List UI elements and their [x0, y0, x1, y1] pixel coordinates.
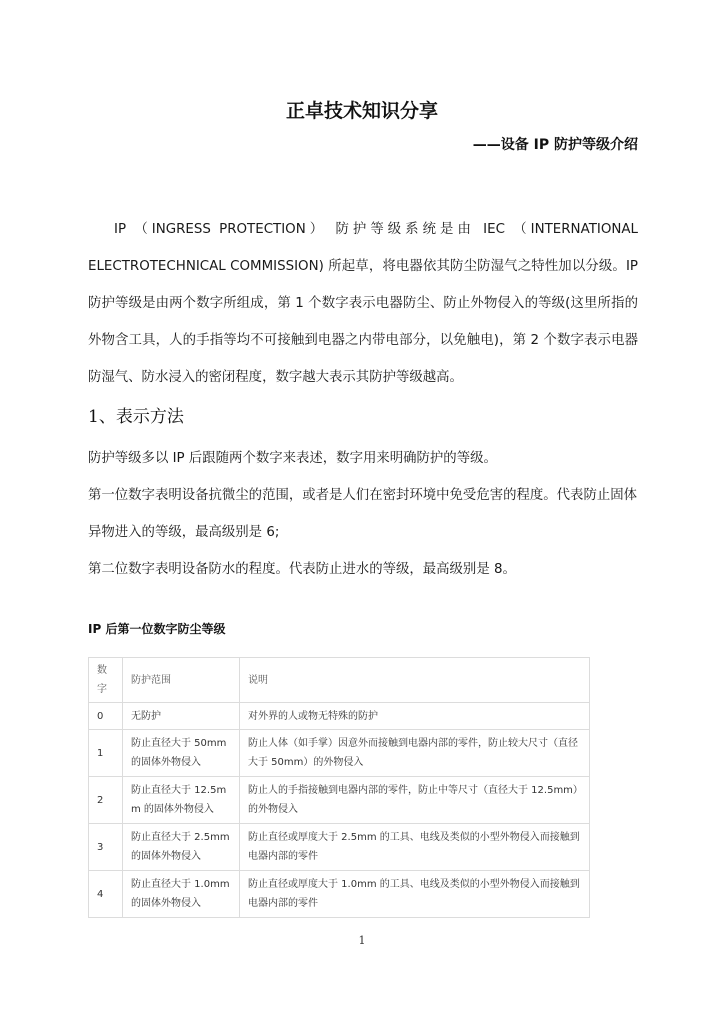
level-number: 0	[89, 703, 123, 730]
document-subtitle: ——设备 IP 防护等级介绍	[472, 137, 638, 153]
table-row	[89, 777, 590, 824]
page-number: 1	[358, 934, 366, 947]
description: 对外界的人或物无特殊的防护	[240, 703, 590, 730]
table-row	[89, 824, 590, 871]
section-line: 防护等级多以 IP 后跟随两个数字来表述，数字用来明确防护的等级。	[88, 451, 497, 466]
table-row	[89, 703, 590, 730]
description: 防止人体（如手掌）因意外而接触到电器内部的零件，防止较大尺寸（直径大于 50mm）的外物侵入	[240, 730, 590, 777]
protection-range: 防止直径大于 50mm 的固体外物侵入	[123, 730, 240, 777]
protection-range: 防止直径大于 1.0mm 的固体外物侵入	[123, 871, 240, 918]
section-line: 第二位数字表明设备防水的程度。代表防止进水的等级，最高级别是 8。	[88, 562, 516, 577]
table-caption: IP 后第一位数字防尘等级	[88, 622, 226, 636]
table-header-row	[89, 658, 590, 703]
section-body	[88, 440, 638, 588]
ip-dust-table	[88, 657, 590, 918]
document-title: 正卓技术知识分享	[285, 100, 438, 122]
description: 防止直径或厚度大于 2.5mm 的工具、电线及类似的小型外物侵入而接触到电器内部的零件	[240, 824, 590, 871]
intro-paragraph: IP （INGRESS PROTECTION） 防护等级系统是由 IEC （INTERNATIONAL ELECTROTECHNICAL COMMISSION) 所起草，将电器依其防尘防湿气之特性加以分级。IP 防护等级是由两个数字所组成，第 1 个数字表示电器防尘、防止外物侵入的等级(这里所指的外物含工具，人的手指等均不可接触到电器之内带电部分，以免触电)，第 2 个数字表示电器防湿气、防水浸入的密闭程度，数字越大表示其防护等级越高。	[88, 222, 638, 385]
section-line: 第一位数字表明设备抗微尘的范围，或者是人们在密封环境中免受危害的程度。代表防止固体异物进入的等级，最高级别是 6;	[88, 488, 638, 540]
table-row	[89, 730, 590, 777]
level-number: 1	[89, 730, 123, 777]
section-heading: 1、表示方法	[88, 407, 184, 427]
table-row	[89, 871, 590, 918]
level-number: 2	[89, 777, 123, 824]
level-number: 3	[89, 824, 123, 871]
description: 防止直径或厚度大于 1.0mm 的工具、电线及类似的小型外物侵入而接触到电器内部的零件	[240, 871, 590, 918]
protection-range: 防止直径大于 2.5mm 的固体外物侵入	[123, 824, 240, 871]
table-header-cell: 防护范围	[123, 658, 240, 703]
description: 防止人的手指接触到电器内部的零件，防止中等尺寸（直径大于 12.5mm）的外物侵入	[240, 777, 590, 824]
protection-range: 无防护	[123, 703, 240, 730]
table-header-cell: 说明	[240, 658, 590, 703]
level-number: 4	[89, 871, 123, 918]
table-header-cell: 数字	[89, 658, 123, 703]
protection-range: 防止直径大于 12.5mm 的固体外物侵入	[123, 777, 240, 824]
